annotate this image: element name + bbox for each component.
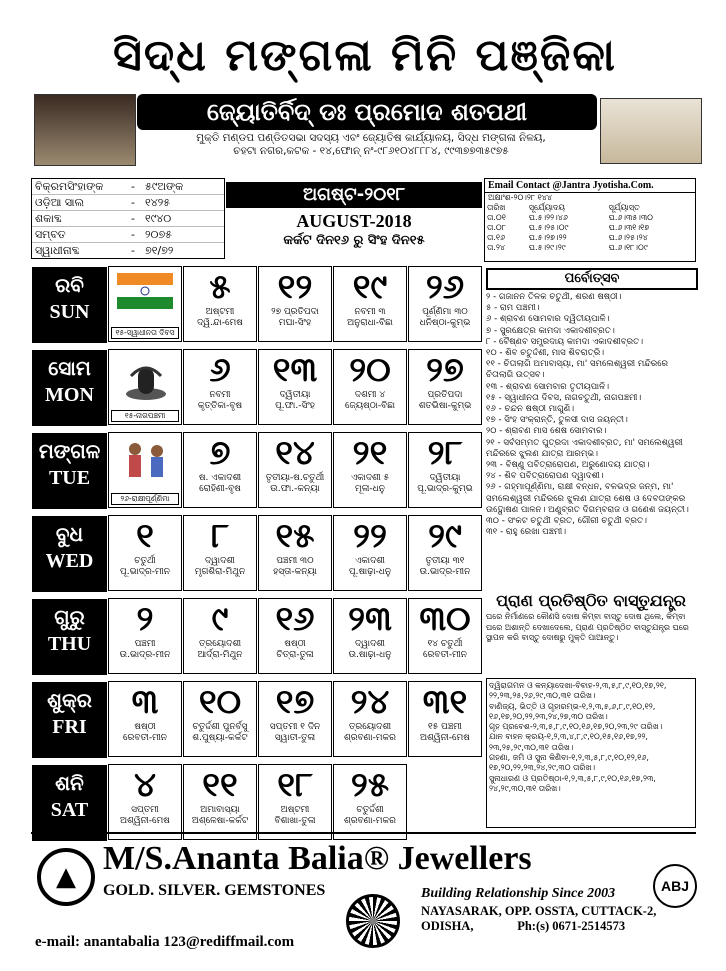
date-cell [408,515,482,591]
date-number: ୭ [209,433,231,473]
day-label-sun: ରବି SUN [31,266,108,344]
tithi-label: ଚତୁର୍ଦ୍ଦଶୀ [356,805,384,815]
festival-item: ୨୦ - ଶ୍ରାବଣ ମାସ ଶେଷ ସୋମବାର। [486,426,607,437]
date-cell [408,598,482,674]
auspicious-dates-box [486,678,696,828]
nakshatra-label: ଚିତ୍ରା-ତୁଳା [276,650,314,660]
nakshatra-label: ରେବତୀ-ମୀନ [423,650,467,660]
auspicious-date-line: ଦ୍ୱିରାଗମନ ଓ କନ୍ୟାଦେଖା-ବିବାହ-୨,୩,୫,୮,୯,୧୦,୧୭,୨୧, [489,681,667,690]
date-cell [258,515,332,591]
date-cell [333,515,407,591]
nakshatra-label: ଶ୍ରବଣା-ମକର [344,816,396,826]
nakshatra-label: ଅନୁରାଧା-ବିଛା [347,318,393,328]
date-number: ୨୦ [349,350,391,390]
nakshatra-label: ରୋହିଣୀ-ବୃଷ [199,484,241,494]
date-number: ୧୬ [275,599,315,639]
date-number: ୨୩ [348,599,392,639]
tithi-label: ଦଶମୀ ୪ [354,390,386,400]
era-info-table [31,178,225,259]
date-cell [258,764,332,840]
sunrise-sunset-box [484,178,696,262]
tithi-label: ଏକାଦଶୀ ୫ [350,473,390,483]
nakshatra-label: ଅଶ୍ଳେଷା-କର୍କଟ [191,816,249,826]
nakshatra-label: ମୃଗଶିରା-ମିଥୁନ [194,567,246,577]
nakshatra-label: ପୂ.ଷାଢ଼ା-ଧନୁ [348,567,392,577]
date-cell [183,266,257,342]
festival-item: ୨୪ - ଶିବ ପବିତ୍ରାରୋପଣ ଦ୍ୱାଦଶୀ। [486,471,604,482]
date-number: ୨୯ [428,516,462,556]
auspicious-date-line: ସୁନାଧାରଣ ଓ ପ୍ରତିଷ୍ଠା-୧,୨,୩,୫,୮,୯,୧୦,୧୬,୧୭,୨୩, [489,773,656,783]
jeweller-name: M/S.Ananta Balia® Jewellers [103,840,532,877]
nakshatra-label: ପୂ.ଫା.-ସିଂହ [275,401,315,411]
festival-item: ୬ - ଶ୍ରାବଣ ସୋମବାର ଦ୍ୱିତୀୟପାଳି। [486,314,610,325]
deity-photo [34,94,136,166]
nakshatra-label: ଅଶ୍ୱିନୀ-ମେଷ [120,816,170,826]
address-line2: ଚହଟା ନଗର,କଟକ - ୧୪,ଫୋନ୍ ନଂ-୯୮୬୧୦୪୮୮୮୪, ୯୯୩୭୭୩୫୯୭୫ [233,145,509,157]
date-cell [408,349,482,425]
date-number: ୨୮ [427,433,463,473]
date-cell [258,349,332,425]
tithi-label: ଅଷ୍ଟମୀ [280,805,310,815]
vastu-text: ଘରେ ନିର୍ମାଣରେ କୌଣସି ଦୋଷ କିମ୍ବା ବାସ୍ତୁ ଦୋଷ ଥିଲେ, କିମ୍ବା ଘରେ ଅଶାନ୍ତି ଦେଖାଦେଲେ, ପ୍ରାଣ ପ୍ରତିଷ୍ଠିତ ବାସ୍ତୁଯନ୍ତ୍ର ଘରେ ସ୍ଥାପନ କରି ବାସ୍ତୁ ଦୋଷରୁ ମୁକ୍ତି ପାଆନ୍ତୁ। [486,612,689,642]
day-label-wed: ବୁଧ WED [31,515,108,593]
month-english: AUGUST-2018 [296,211,412,231]
tithi-label: ତୃତୀୟା-ଷ.ଚତୁର୍ଥୀ [265,473,325,483]
date-number: ୧୮ [277,765,313,805]
info-row: ସମ୍ବତ - ୨୦୭୫ [32,227,224,243]
tithi-label: ପୂର୍ଣ୍ଣିମା ୩୦ [422,307,468,317]
tithi-label: ଚତୁର୍ଥୀ [134,556,156,566]
festival-item: ମନ୍ଦିରରେ ଝୁଲଣ ଯାତ୍ରା ଆରମ୍ଭ। [486,448,598,459]
email-contact: Email Contact @Jantra Jyotisha.Com. [485,179,695,193]
table-row: ତା.୧୬ ଘ.୫।୨୭।୨୨ ଘ.୬।୨୫।୨୪ [487,233,648,242]
nakshatra-label: ମଘା-ସିଂହ [278,318,312,328]
date-number: ୧୧ [202,765,238,805]
picture-caption: ୨୬-ରାକ୍ଷୀପୂର୍ଣ୍ଣିମା [111,493,179,505]
nakshatra-label: ଅଶ୍ୱିନୀ-ମେଷ [420,733,470,743]
tithi-label: ନବମୀ ୩ [354,307,386,317]
festival-item: ୧୧ - ଚିତାଲାଗି ଅମାବାସ୍ୟା, ମା' ସମଲେଶ୍ୱରୀ ମନ୍ଦିରରେ [486,359,669,370]
nakshatra-label: ଉ.ଭାଦ୍ର-ମୀନ [419,567,471,577]
festival-list [486,292,696,538]
tithi-label: ୨୭ ପ୍ରତିପଦା [271,307,319,317]
shiva-linga-icon [123,356,169,402]
date-cell [258,266,332,342]
flag-icon [117,273,173,309]
nakshatra-label: ଧନିଷ୍ଠା-କୁମ୍ଭ [419,318,471,328]
nakshatra-label: ଶ୍ରବଣା-ମକର [344,733,396,743]
date-cell [108,515,182,591]
nakshatra-label: ସ୍ୱାତୀ-ତୁଳା [274,733,316,743]
date-cell [258,432,332,508]
nakshatra-label: ବିଶାଖା-ତୁଳା [274,816,316,826]
independence-day-picture [108,266,182,342]
festival-item: ୫ - ରାମ ପଞ୍ଚମୀ। [486,303,540,314]
table-row: ତା.୦୧ ଘ.୫।୨୨।୪୬ ଘ.୬।୩୫।୩୦ [487,213,653,222]
festival-item: ୮ - ବୈଷ୍ଣବ ସମ୍ପ୍ରଦାୟ କାମଦା ଏକାଦଶୀବ୍ରତ। [486,336,644,347]
rakhi-picture [108,432,182,508]
date-cell [333,266,407,342]
address-line1: ମୁକ୍ତି ମଣ୍ଡପ ପଣ୍ଡିତସଭା ସଦସ୍ୟ ଏବଂ ଜ୍ୟୋତିଷ କାର୍ଯ୍ୟାଳୟ, ସିଦ୍ଧ ମଙ୍ଗଳା ନିଳୟ, [196,132,546,144]
date-cell [183,515,257,591]
date-number: ୫ [209,267,231,307]
abj-logo-icon: ABJ [653,864,697,908]
festival-item: ଉଦ୍ଘୋଷଣ ପାଳନ। ଅଣୁବ୍ରତ ଦିଗମ୍ବରାଜ ଓ ଗଣେଶ ଜୟନ୍ତୀ। [486,504,689,515]
jeweller-email[interactable]: e-mail: anantabalia 123@rediffmail.com [35,934,295,950]
tithi-label: ନବମୀ [209,390,231,400]
date-cell [333,598,407,674]
tithi-label: ଷଷ୍ଠୀ [284,639,306,649]
auspicious-date-line: ଯାନ ବାହନ କ୍ରୟ-୧,୨,୩,୪,୮,୯,୧୦,୧୫,୧୬,୧୭,୨୨, [489,732,648,742]
tithi-label: ଦ୍ୱାଦଶୀ [355,639,385,649]
festival-item: ସମଲେଶ୍ୱରୀ ମନ୍ଦିରରେ ଝୁଲଣ ଯାତ୍ରା ଶେଷ ଓ ଦେବତାଙ୍କର [486,493,686,504]
auspicious-date-line: ଗହଣା, ଜମି ଓ ସୁନା କିଣିବା-୧,୨,୩,୫,୮,୯,୧୦,୧୨,୧୬, [489,753,649,763]
day-label-sat: ଶନି SAT [31,764,108,842]
tithi-label: ୧୫ ପଞ୍ଚମୀ [427,722,463,732]
auspicious-date-line: ୧୭,୨୦,୨୨,୨୩,୨୪,୨୯,୩୦ ତାରିଖ। [489,763,596,773]
date-number: ୬ [209,350,231,390]
date-cell [333,432,407,508]
date-number: ୨୪ [350,682,390,722]
tithi-label: ଅଷ୍ଟମୀ [205,307,235,317]
jeweller-advert [31,832,696,964]
info-row: ସ୍ୱାଧୀନାବ୍ଦ - ୭୧/୭୨ [35,244,174,257]
tithi-label: ସପ୍ତମୀ ୧ ଦିନ [269,722,321,732]
date-cell [408,681,482,757]
tithi-label: ଅମାବାସ୍ୟା [200,805,240,815]
nakshatra-label: ଉ.ଭାଦ୍ର-ମୀନ [119,650,171,660]
festival-item: ୩୧ - ରାହୁ ରେଖା ପଞ୍ଚମୀ। [486,527,567,538]
festival-item: ୨୩ - ବିଷ୍ଣୁ ପବିତ୍ରାରୋପଣ, ଅରୁଣୋଦୟ ଯାତ୍ରା। [486,460,650,471]
date-cell [108,681,182,757]
date-cell [183,598,257,674]
date-number: ୨୨ [353,516,387,556]
tithi-label: ତୃତୀୟା ୩୧ [425,556,465,566]
tithi-label: ପଞ୍ଚମୀ ୩୦ [276,556,314,566]
date-number: ୧୫ [275,516,315,556]
festival-item: ୩୦ - ସଂକଟ ଚତୁର୍ଥୀ ବ୍ରତ, ଗୌରୀ ଚତୁର୍ଥୀ ବ୍ରତ। [486,516,648,527]
tithi-label: ତ୍ରୟୋଦଶୀ [198,639,242,649]
festival-item: ଚିତାଲାଗି ଉତ୍ସବ। [486,370,545,381]
vastu-heading: ପ୍ରାଣ ପ୍ରତିଷ୍ଠିତ ବାସ୍ତୁଯନ୍ତ୍ର [496,591,686,610]
nakshatra-label: ଉ.ଷାଢ଼ା-ଧନୁ [348,650,392,660]
festival-item: ୧୬ - ଚନ୍ଦନ ଷଷ୍ଠୀ ମାଗୁଣି। [486,404,575,415]
date-number: ୩ [131,682,159,722]
nakshatra-label: ଉ.ଫା.-କନ୍ୟା [270,484,320,494]
festival-item: ୧୦ - ଶିବ ଚତୁର୍ଦ୍ଦଶୀ, ମାସ ଶିବରାତ୍ରି। [486,348,605,359]
festival-item: ୨୬ - ଗହ୍ମାପୂର୍ଣ୍ଣିମା, ରାକ୍ଷୀ ବନ୍ଧନ, ବଳଭଦ୍ର ଜନ୍ମ, ମା' [486,482,674,493]
nakshatra-label: ଜ୍ୟେଷ୍ଠା-ବିଛା [345,401,395,411]
day-label-tue: ମଙ୍ଗଳ TUE [31,432,108,510]
nakshatra-label: ମୂଳା-ଧନୁ [355,484,385,494]
date-cell [108,598,182,674]
address-block [143,132,599,158]
auspicious-date-line: ଗୃହ ପ୍ରବେଶ-୨,୩,୫,୮,୯,୧୦,୧୬,୧୭,୨୦,୨୩,୨୯ ତାରିଖ। [489,722,663,732]
tithi-label: ସପ୍ତମୀ [131,805,159,815]
date-cell [333,764,407,840]
date-number: ୧୭ [275,682,315,722]
date-number: ୧ [136,516,154,556]
date-number: ୨୬ [425,267,465,307]
sun-logo-icon [346,894,400,948]
auspicious-date-line: ୨୨,୨୩,୨୫,୨୬,୨୯,୩୦,୩୧ ତାରିଖ। [489,691,596,701]
nakshatra-label: ଶ.ପୁଷ୍ୟା-କର୍କଟ [192,733,248,743]
nakshatra-label: ପୂ.ଭାଦ୍ର-ମୀନ [120,567,170,577]
date-number: ୧୯ [352,267,388,307]
date-number: ୧୨ [277,267,313,307]
festival-item: ୨ - ଗଜାନନ ତିଳକ ଚତୁର୍ଥୀ, ଶରଣ ଷଷ୍ଠୀ। [486,292,622,302]
tithi-label: ତ୍ରୟୋଦଶୀ [348,722,392,732]
date-cell [258,681,332,757]
tithi-label: ଷଷ୍ଠୀ [134,722,156,732]
nakshatra-label: ଦ୍ୱି.ନ୍ଦା-ମେଷ [197,318,243,328]
date-number: ୩୦ [419,599,471,639]
auspicious-date-line: ବାଣିଜ୍ୟ, ଭିତ୍ତି ଓ ଗୃହାରମ୍ଭ-୧,୨,୩,୫,୬,୮,୯,୧୦,୧୨, [489,701,656,711]
nagapanchami-picture [108,349,182,425]
festival-item: ୨୧ - ସର୍ବସମ୍ମତ ପୁତ୍ରଦା ଏକାଦଶୀବ୍ରତ, ମା' ସମଲେଶ୍ୱରୀ [486,437,683,448]
nakshatra-label: ପୂ.ଭାଦ୍ର-କୁମ୍ଭ [417,484,473,494]
date-number: ୨୧ [352,433,388,473]
nakshatra-label: ହସ୍ତା-କନ୍ୟା [273,567,317,577]
date-cell [258,598,332,674]
date-number: ୩୧ [422,682,468,722]
tithi-label: ଦ୍ୱିତୀୟା [279,390,311,400]
info-row: ବିକ୍ରମସିଂହାଙ୍କ - ୫୯ଅଙ୍କ [32,179,224,195]
picture-caption: ୧୫-ସ୍ୱାଧୀନତା ଦିବସ [111,327,179,339]
date-cell [408,266,482,342]
calendar-title: ସିଦ୍ଧ ମଙ୍ଗଳା ମିନି ପଞ୍ଜିକା [113,30,617,81]
auspicious-date-line: ୧୬,୧୭,୨୦,୨୨,୨୩,୨୪,୨୭,୩୦ ତାରିଖ। [489,711,608,721]
festival-item: ୧୭ - ସିଂହ ସଂକ୍ରାନ୍ତି, ତୁଳସୀ ଦାସ ଜୟନ୍ତୀ। [486,415,628,426]
sunrise-table: ତାରିଖ ସୂର୍ଯ୍ୟୋଦୟ ସୂର୍ଯ୍ୟାସ୍ତ ତା.୦୧ ଘ.୫।୨୨।୪୬ ଘ.୬।୩୫।୩୦ ତା.୦୮ ଘ.୫।୨୫।୦୯ ଘ.୬।୩୧।୧୭ ତା.୧୬ ଘ.୫।୨୭।୨୨ ଘ.୬।୨୫।୨୪ ତା.୨୪ ଘ.୫।୨୯।୨୯ ଘ.୬।୧୮।୦୯ [485,203,695,253]
tithi-label: ଦ୍ୱିତୀୟା [429,473,461,483]
date-number: ୨୭ [426,350,464,390]
jeweller-tagline: Building Relationship Since 2003 [421,886,616,901]
nakshatra-label: ରେବତୀ-ମୀନ [123,733,167,743]
month-odia: ଅଗଷ୍ଟ-୨୦୧୮ [226,182,482,208]
date-number: ୪ [134,765,156,805]
date-number: ୨ [136,599,154,639]
date-cell [333,349,407,425]
hallmark-logo-icon: ▲ [37,848,95,906]
info-row: ଓଡ଼ିଆ ସାଲ - ୧୪୨୫ [32,195,224,211]
date-cell [108,764,182,840]
picture-caption: ୧୫-ନାଗପଞ୍ଚମୀ [111,410,179,422]
tithi-label: ଷ. ଏକାଦଶୀ [198,473,242,483]
nakshatra-label: ଆର୍ଦ୍ରା-ମିଥୁନ [197,650,243,660]
jeweller-address: NAYASARAK, OPP. OSSTA, CUTTACK-2, ODISHA, Ph:(s) 0671-2514573 [421,904,657,933]
tithi-label: ଏକାଦଶୀ [355,556,385,566]
date-number: ୯ [211,599,229,639]
tithi-label: ପ୍ରତିପଦା [427,390,463,400]
festival-item: ୧୩ - ଶ୍ରାବଣ ସୋମବାର ତୃତୀୟପାଳି। [486,381,610,392]
latitude-note: ଅକ୍ଷାଂଶ-୨୦।୨୮ ୧୪୪ [488,193,552,202]
author-banner: ଜ୍ୟୋତିର୍ବିଦ୍ ଡଃ ପ୍ରମୋଦ ଶତପଥୀ [137,94,597,130]
date-cell [183,349,257,425]
tithi-label: ୧୪ ଚତୁର୍ଥୀ [427,639,463,649]
date-cell [183,432,257,508]
day-label-mon: ସୋମ MON [31,349,108,427]
tithi-label: ପଞ୍ଚମୀ [134,639,156,649]
festival-item: ୧୫ - ସ୍ୱାଧୀନତା ଦିବସ, ନାଗଚତୁର୍ଥୀ, ନାଗପଞ୍ଚମୀ। [486,392,642,403]
nakshatra-label: କୃତ୍ତିକା-ବୃଷ [197,401,243,411]
date-number: ୧୪ [275,433,315,473]
table-row: ତା.୦୮ ଘ.୫।୨୫।୦୯ ଘ.୬।୩୧।୧୭ [487,223,650,232]
table-row: ତା.୨୪ ଘ.୫।୨୯।୨୯ ଘ.୬।୧୮।୦୯ [487,243,648,252]
date-cell [333,681,407,757]
month-subtitle: କର୍କଟ ଦିନ୧୬ ରୁ ସିଂହ ଦିନ୧୫ [283,233,425,248]
auspicious-date-line: ୨୪,୨୯,୩୦,୩୧ ତାରିଖ। [489,783,561,793]
date-number: ୨୫ [350,765,390,805]
date-cell [183,681,257,757]
auspicious-date-line: ୨୩,୨୫,୨୯,୩୦,୩୧ ତାରିଖ। [489,742,574,752]
tithi-label: ଚତୁର୍ଦ୍ଦଶୀ ପୁନର୍ବସୁ [192,722,248,732]
jeweller-subtitle: GOLD. SILVER. GEMSTONES [103,882,326,899]
astrologer-photo [600,98,702,164]
date-number: ୮ [211,516,229,556]
tithi-label: ଦ୍ୱାଦଶୀ [205,556,235,566]
siblings-icon [121,439,171,485]
festival-item: ୭ - ସୁରକ୍ଷେତ୍ର କାମଦା ଏକାଦଶୀବ୍ରତ। [486,325,615,336]
date-cell [408,432,482,508]
info-row: ଶକାବ୍ଦ - ୧୯୪୦ [32,211,224,227]
day-label-thu: ଗୁରୁ THU [31,598,108,676]
date-number: ୧୦ [198,682,242,722]
nakshatra-label: ଶତଭିଷା-କୁମ୍ଭ [418,401,472,411]
date-cell [183,764,257,840]
date-number: ୧୩ [272,350,318,390]
day-label-fri: ଶୁକ୍ର FRI [31,681,108,759]
festivals-heading: ପର୍ବୋତ୍ସବ [486,268,698,290]
